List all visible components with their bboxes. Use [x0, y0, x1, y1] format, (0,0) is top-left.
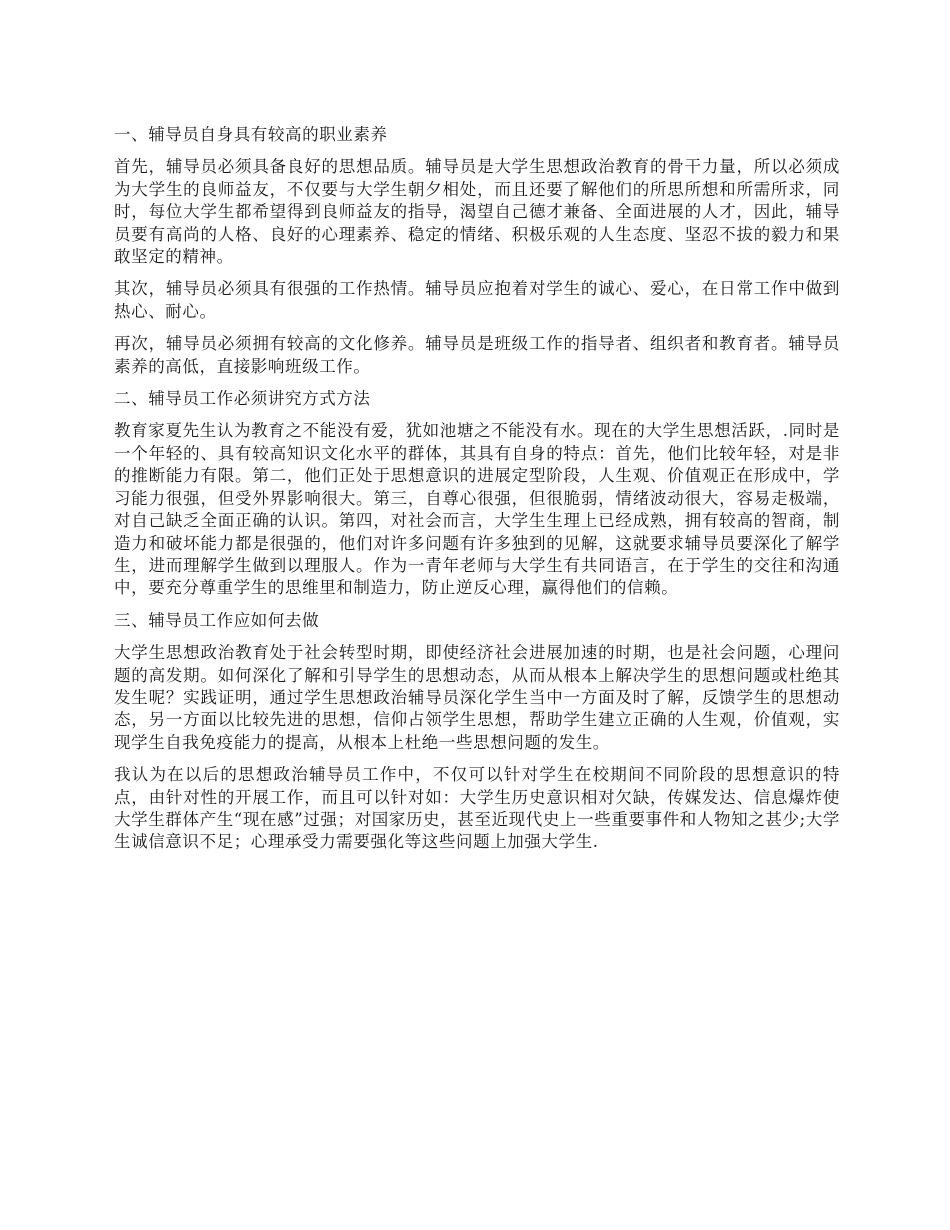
paragraph-2: 其次，辅导员必须具有很强的工作热情。辅导员应抱着对学生的诚心、爱心，在日常工作中做到热心、耐心。	[114, 279, 840, 321]
section-heading-2: 二、辅导员工作必须讲究方式方法	[114, 389, 371, 409]
paragraph-5: 大学生思想政治教育处于社会转型时期，即使经济社会进展加速的时期，也是社会问题，心理问题的高发期。如何深化了解和引导学生的思想动态，从而从根本上解决学生的思想问题或杜绝其发生呢？实践证明，通过学生思想政治辅导员深化学生当中一方面及时了解，反馈学生的思想动态，另一方面以比较先进的思想，信仰占领学生思想，帮助学生建立正确的人生观，价值观，实现学生自我免疫能力的提高，从根本上杜绝一些思想问题的发生。	[114, 643, 840, 752]
section-heading-1: 一、辅导员自身具有较高的职业素养	[114, 125, 388, 144]
paragraph-6: 我认为在以后的思想政治辅导员工作中，不仅可以针对学生在校期间不同阶段的思想意识的特点，由针对性的开展工作，而且可以针对如：大学生历史意识相对欠缺，传媒发达、信息爆炸使大学生群体产生“现在感”过强；对国家历史，甚至近现代史上一些重要事件和人物知之甚少;大学生诚信意识不足；心理承受力需要强化等这些问题上加强大学生.	[114, 765, 840, 852]
paragraph-3: 再次，辅导员必须拥有较高的文化修养。辅导员是班级工作的指导者、组织者和教育者。辅导员素养的高低，直接影响班级工作。	[114, 334, 840, 376]
paragraph-1: 首先，辅导员必须具备良好的思想品质。辅导员是大学生思想政治教育的骨干力量，所以必须成为大学生的良师益友，不仅要与大学生朝夕相处，而且还要了解他们的所思所想和所需所求，同时，每位大学生都希望得到良师益友的指导，渴望自己德才兼备、全面进展的人才，因此，辅导员要有高尚的人格、良好的心理素养、稳定的情绪、积极乐观的人生态度、坚忍不拔的毅力和果敢坚定的精神。	[114, 157, 840, 267]
section-heading-3: 三、辅导员工作应如何去做	[114, 610, 320, 630]
paragraph-4: 教育家夏先生认为教育之不能没有爱，犹如池塘之不能没有水。现在的大学生思想活跃，.同时是一个年轻的、具有较高知识文化水平的群体，其具有自身的特点：首先，他们比较年轻，对是非的推断能力有限。第二，他们正处于思想意识的进展定型阶段，人生观、价值观正在形成中，学习能力很强，但受外界影响很大。第三，自尊心很强，但很脆弱，情绪波动很大，容易走极端，对自己缺乏全面正确的认识。第四，对社会而言，大学生生理上已经成熟，拥有较高的智商，制造力和破坏能力都是很强的，他们对许多问题有许多独到的见解，这就要求辅导员要深化了解学生，进而理解学生做到以理服人。作为一青年老师与大学生有共同语言，在于学生的交往和沟通中，要充分尊重学生的思维里和制造力，防止逆反心理，赢得他们的信赖。	[114, 421, 840, 598]
document-page	[114, 124, 840, 864]
